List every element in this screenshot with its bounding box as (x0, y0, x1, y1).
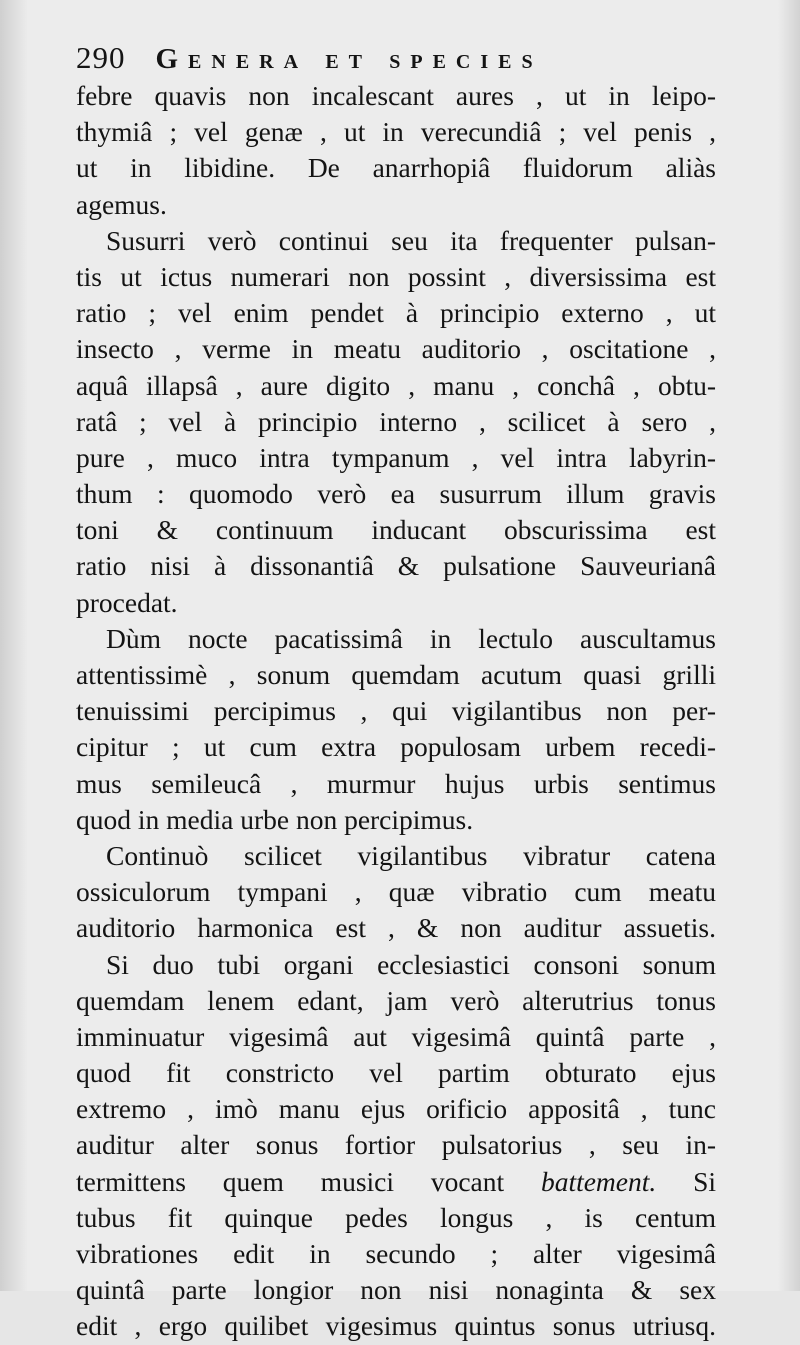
text-line: extremo , imò manu ejus orificio appositâ , tunc (76, 1093, 716, 1125)
text-line: ratâ ; vel à principio interno , scilicet à sero , (76, 405, 716, 437)
paragraph-first-line: Dùm nocte pacatissimâ in lectulo auscultamus (106, 622, 716, 654)
text-line: quod fit constricto vel partim obturato ejus (76, 1057, 716, 1089)
text-line: attentissimè , sonum quemdam acutum quasi grilli (76, 659, 716, 690)
text-line: quintâ parte longior non nisi nonaginta & sex (76, 1274, 716, 1306)
text-line: mus semileucâ , murmur hujus urbis sentimus (76, 767, 716, 799)
text-line: toni & continuum inducant obscurissima est (76, 514, 716, 546)
text-line: ratio nisi à dissonantiâ & pulsatione Sauveurianâ (76, 550, 716, 582)
text-line-with-italic (76, 1164, 716, 1200)
paragraph-first-line: Susurri verò continui seu ita frequenter pulsan- (106, 224, 716, 256)
paragraph-first-line: Si duo tubi organi ecclesiastici consoni sonum (106, 948, 716, 980)
text-line: thum : quomodo verò ea susurrum illum gravis (76, 478, 716, 510)
text-segment: Si (693, 1165, 717, 1197)
text-line: thymiâ ; vel genæ , ut in verecundiâ ; vel penis , (76, 116, 716, 148)
text-line: quemdam lenem edant, jam verò alterutrius tonus (76, 984, 716, 1016)
text-line: quod in media urbe non percipimus. (76, 803, 474, 835)
text-line: aquâ illapsâ , aure digito , manu , conchâ , obtu- (76, 369, 716, 401)
text-line: ratio ; vel enim pendet à principio externo , ut (76, 297, 716, 329)
text-line: tenuissimi percipimus , qui vigilantibus non per- (76, 695, 716, 727)
text-line: auditur alter sonus fortior pulsatorius , seu in- (76, 1129, 716, 1161)
text-line: pure , muco intra tympanum , vel intra labyrin- (76, 441, 716, 473)
text-line: imminuatur vigesimâ aut vigesimâ quintâ parte , (76, 1020, 716, 1052)
text-line: ossiculorum tympani , quæ vibratio cum meatu (76, 876, 716, 908)
text-line: tis ut ictus numerari non possint , diversissima est (76, 260, 716, 292)
text-segment: termittens quem musici vocant (76, 1165, 505, 1197)
text-line: ut in libidine. De anarrhopiâ fluidorum aliàs (76, 152, 716, 184)
text-line: auditorio harmonica est , & non auditur assuetis. (76, 912, 716, 944)
text-line: agemus. (76, 188, 167, 220)
page-number: 290 (76, 40, 126, 75)
text-line: tubus fit quinque pedes longus , is centum (76, 1201, 716, 1233)
text-line: procedat. (76, 586, 178, 618)
text-line: cipitur ; ut cum extra populosam urbem recedi- (76, 731, 716, 763)
paragraph-first-line: Continuò scilicet vigilantibus vibratur catena (106, 839, 716, 871)
text-line: febre quavis non incalescant aures , ut in leipo- (76, 80, 716, 111)
text-line: vibrationes edit in secundo ; alter vigesimâ (76, 1238, 716, 1269)
page-header (76, 40, 736, 80)
body-text (76, 78, 716, 1345)
text-line: insecto , verme in meatu auditorio , oscitatione , (76, 333, 716, 365)
text-line: edit , ergo quilibet vigesimus quintus sonus utriusq. (76, 1310, 716, 1342)
italic-term: battement. (540, 1165, 657, 1197)
running-title: Genera et species (155, 43, 543, 75)
